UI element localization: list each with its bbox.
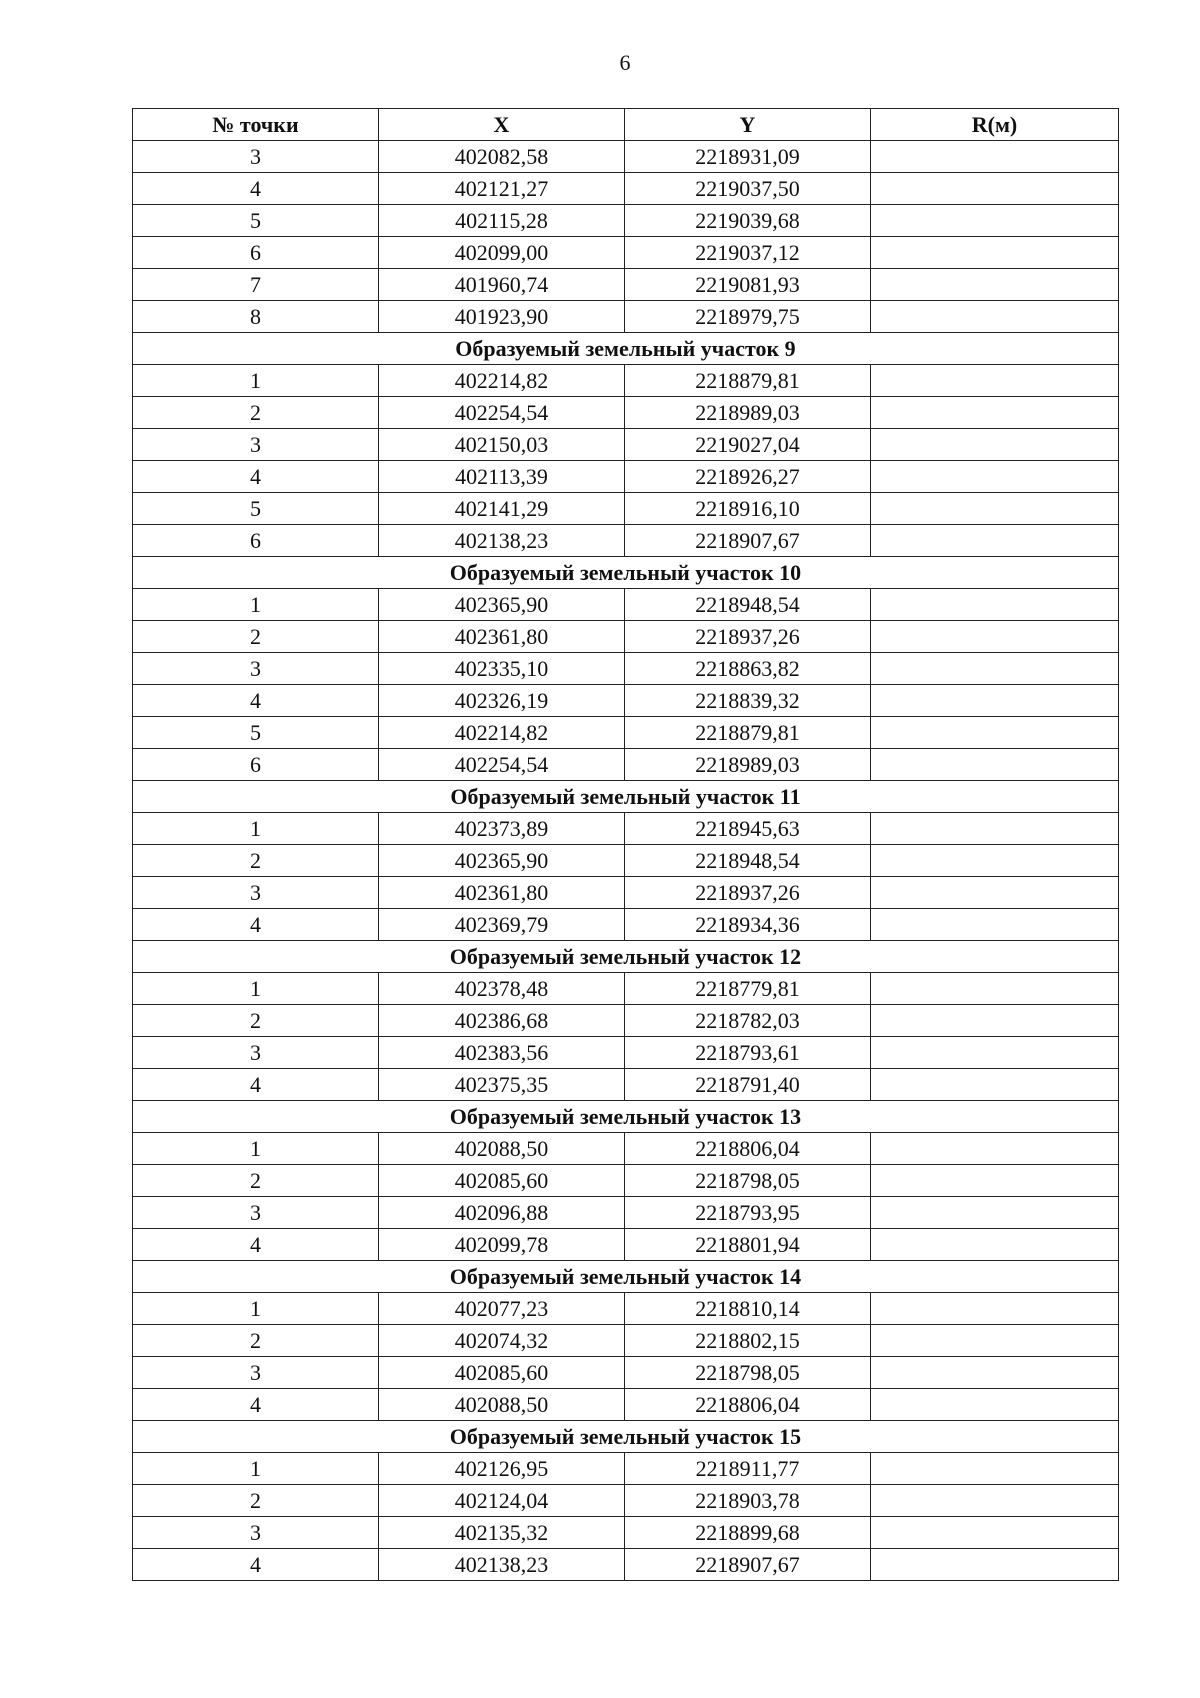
cell-r xyxy=(871,461,1119,493)
table-row xyxy=(133,1037,1119,1069)
section-header-row xyxy=(133,1101,1119,1133)
cell-x: 402361,80 xyxy=(379,621,625,653)
section-header-row xyxy=(133,333,1119,365)
cell-r xyxy=(871,1517,1119,1549)
cell-point-number: 1 xyxy=(133,1293,379,1325)
cell-x: 402082,58 xyxy=(379,141,625,173)
table-row xyxy=(133,205,1119,237)
cell-point-number: 2 xyxy=(133,397,379,429)
cell-x: 402378,48 xyxy=(379,973,625,1005)
cell-y: 2218879,81 xyxy=(625,717,871,749)
cell-point-number: 1 xyxy=(133,1453,379,1485)
cell-x: 402113,39 xyxy=(379,461,625,493)
header-x: X xyxy=(379,109,625,141)
cell-y: 2218979,75 xyxy=(625,301,871,333)
section-header-row xyxy=(133,941,1119,973)
cell-point-number: 2 xyxy=(133,845,379,877)
cell-point-number: 3 xyxy=(133,429,379,461)
cell-point-number: 5 xyxy=(133,717,379,749)
cell-point-number: 3 xyxy=(133,653,379,685)
cell-r xyxy=(871,1037,1119,1069)
cell-y: 2218793,95 xyxy=(625,1197,871,1229)
cell-y: 2218945,63 xyxy=(625,813,871,845)
cell-x: 402326,19 xyxy=(379,685,625,717)
table-row xyxy=(133,1389,1119,1421)
cell-r xyxy=(871,653,1119,685)
cell-point-number: 3 xyxy=(133,1357,379,1389)
cell-point-number: 6 xyxy=(133,749,379,781)
cell-r xyxy=(871,685,1119,717)
table-row xyxy=(133,1549,1119,1581)
cell-point-number: 2 xyxy=(133,621,379,653)
cell-x: 402214,82 xyxy=(379,365,625,397)
table-row xyxy=(133,1293,1119,1325)
cell-point-number: 4 xyxy=(133,685,379,717)
cell-r xyxy=(871,1325,1119,1357)
cell-x: 402254,54 xyxy=(379,749,625,781)
cell-r xyxy=(871,1069,1119,1101)
cell-y: 2218810,14 xyxy=(625,1293,871,1325)
cell-y: 2218903,78 xyxy=(625,1485,871,1517)
table-row xyxy=(133,397,1119,429)
cell-y: 2218899,68 xyxy=(625,1517,871,1549)
cell-y: 2219081,93 xyxy=(625,269,871,301)
table-row xyxy=(133,717,1119,749)
cell-y: 2218989,03 xyxy=(625,397,871,429)
cell-x: 402214,82 xyxy=(379,717,625,749)
cell-x: 402126,95 xyxy=(379,1453,625,1485)
cell-point-number: 3 xyxy=(133,877,379,909)
table-row xyxy=(133,1069,1119,1101)
cell-y: 2218806,04 xyxy=(625,1133,871,1165)
cell-r xyxy=(871,205,1119,237)
cell-x: 402254,54 xyxy=(379,397,625,429)
cell-x: 402150,03 xyxy=(379,429,625,461)
cell-y: 2218863,82 xyxy=(625,653,871,685)
cell-x: 401923,90 xyxy=(379,301,625,333)
cell-x: 402375,35 xyxy=(379,1069,625,1101)
table-row xyxy=(133,493,1119,525)
cell-point-number: 7 xyxy=(133,269,379,301)
table-row xyxy=(133,749,1119,781)
section-header-row xyxy=(133,781,1119,813)
table-row xyxy=(133,173,1119,205)
table-body xyxy=(133,141,1119,1581)
cell-point-number: 3 xyxy=(133,141,379,173)
cell-r xyxy=(871,1165,1119,1197)
cell-x: 402121,27 xyxy=(379,173,625,205)
section-title: Образуемый земельный участок 11 xyxy=(133,781,1119,813)
cell-point-number: 2 xyxy=(133,1325,379,1357)
cell-r xyxy=(871,141,1119,173)
cell-point-number: 1 xyxy=(133,973,379,1005)
cell-r xyxy=(871,429,1119,461)
cell-x: 402085,60 xyxy=(379,1357,625,1389)
cell-x: 402096,88 xyxy=(379,1197,625,1229)
cell-r xyxy=(871,1389,1119,1421)
cell-r xyxy=(871,973,1119,1005)
cell-y: 2218911,77 xyxy=(625,1453,871,1485)
cell-y: 2218931,09 xyxy=(625,141,871,173)
cell-point-number: 6 xyxy=(133,525,379,557)
table-row xyxy=(133,621,1119,653)
cell-x: 402088,50 xyxy=(379,1389,625,1421)
table-header xyxy=(133,109,1119,141)
cell-x: 402365,90 xyxy=(379,845,625,877)
cell-r xyxy=(871,397,1119,429)
page-number: 6 xyxy=(619,50,631,75)
cell-y: 2218806,04 xyxy=(625,1389,871,1421)
cell-point-number: 4 xyxy=(133,173,379,205)
cell-r xyxy=(871,1293,1119,1325)
cell-point-number: 4 xyxy=(133,1069,379,1101)
cell-r xyxy=(871,1133,1119,1165)
table-row xyxy=(133,1133,1119,1165)
cell-x: 402138,23 xyxy=(379,1549,625,1581)
coordinates-table xyxy=(132,108,1119,1581)
cell-y: 2218802,15 xyxy=(625,1325,871,1357)
cell-x: 402138,23 xyxy=(379,525,625,557)
cell-point-number: 8 xyxy=(133,301,379,333)
cell-r xyxy=(871,525,1119,557)
table-row xyxy=(133,909,1119,941)
cell-y: 2218926,27 xyxy=(625,461,871,493)
table-row xyxy=(133,269,1119,301)
table-row xyxy=(133,1229,1119,1261)
header-point-number: № точки xyxy=(133,109,379,141)
cell-point-number: 2 xyxy=(133,1165,379,1197)
section-header-row xyxy=(133,557,1119,589)
header-y: Y xyxy=(625,109,871,141)
table-row xyxy=(133,845,1119,877)
cell-x: 402088,50 xyxy=(379,1133,625,1165)
cell-y: 2218989,03 xyxy=(625,749,871,781)
cell-x: 402124,04 xyxy=(379,1485,625,1517)
cell-y: 2218879,81 xyxy=(625,365,871,397)
cell-point-number: 3 xyxy=(133,1037,379,1069)
cell-y: 2219037,50 xyxy=(625,173,871,205)
cell-x: 402335,10 xyxy=(379,653,625,685)
cell-y: 2218937,26 xyxy=(625,621,871,653)
cell-point-number: 5 xyxy=(133,205,379,237)
cell-r xyxy=(871,877,1119,909)
cell-point-number: 1 xyxy=(133,813,379,845)
table-row xyxy=(133,653,1119,685)
cell-r xyxy=(871,173,1119,205)
cell-r xyxy=(871,1485,1119,1517)
cell-r xyxy=(871,909,1119,941)
section-header-row xyxy=(133,1421,1119,1453)
cell-r xyxy=(871,845,1119,877)
section-title: Образуемый земельный участок 14 xyxy=(133,1261,1119,1293)
cell-point-number: 4 xyxy=(133,461,379,493)
table-row xyxy=(133,1453,1119,1485)
cell-point-number: 6 xyxy=(133,237,379,269)
header-r: R(м) xyxy=(871,109,1119,141)
cell-y: 2219039,68 xyxy=(625,205,871,237)
section-header-row xyxy=(133,1261,1119,1293)
cell-y: 2218779,81 xyxy=(625,973,871,1005)
cell-point-number: 3 xyxy=(133,1197,379,1229)
cell-r xyxy=(871,237,1119,269)
cell-r xyxy=(871,1197,1119,1229)
table-row xyxy=(133,1517,1119,1549)
cell-point-number: 1 xyxy=(133,365,379,397)
cell-y: 2218916,10 xyxy=(625,493,871,525)
cell-x: 402141,29 xyxy=(379,493,625,525)
table-row xyxy=(133,589,1119,621)
section-title: Образуемый земельный участок 10 xyxy=(133,557,1119,589)
cell-r xyxy=(871,1229,1119,1261)
table-row xyxy=(133,429,1119,461)
cell-y: 2218934,36 xyxy=(625,909,871,941)
table-row xyxy=(133,1357,1119,1389)
section-title: Образуемый земельный участок 13 xyxy=(133,1101,1119,1133)
cell-y: 2218948,54 xyxy=(625,845,871,877)
cell-y: 2218907,67 xyxy=(625,1549,871,1581)
cell-r xyxy=(871,301,1119,333)
cell-point-number: 3 xyxy=(133,1517,379,1549)
cell-r xyxy=(871,1357,1119,1389)
table-row xyxy=(133,365,1119,397)
cell-x: 401960,74 xyxy=(379,269,625,301)
cell-y: 2218782,03 xyxy=(625,1005,871,1037)
cell-x: 402361,80 xyxy=(379,877,625,909)
cell-x: 402369,79 xyxy=(379,909,625,941)
cell-point-number: 4 xyxy=(133,909,379,941)
table-row xyxy=(133,877,1119,909)
table-row xyxy=(133,1005,1119,1037)
cell-x: 402074,32 xyxy=(379,1325,625,1357)
cell-x: 402365,90 xyxy=(379,589,625,621)
table-row xyxy=(133,141,1119,173)
table-row xyxy=(133,1485,1119,1517)
cell-r xyxy=(871,749,1119,781)
cell-x: 402383,56 xyxy=(379,1037,625,1069)
cell-r xyxy=(871,589,1119,621)
cell-x: 402099,78 xyxy=(379,1229,625,1261)
cell-r xyxy=(871,1549,1119,1581)
table-row xyxy=(133,1325,1119,1357)
cell-x: 402373,89 xyxy=(379,813,625,845)
cell-r xyxy=(871,269,1119,301)
table-row xyxy=(133,1197,1119,1229)
cell-r xyxy=(871,717,1119,749)
cell-point-number: 4 xyxy=(133,1549,379,1581)
cell-y: 2218801,94 xyxy=(625,1229,871,1261)
cell-y: 2218798,05 xyxy=(625,1357,871,1389)
cell-point-number: 2 xyxy=(133,1005,379,1037)
header-row xyxy=(133,109,1119,141)
cell-x: 402135,32 xyxy=(379,1517,625,1549)
table-row xyxy=(133,461,1119,493)
table-row xyxy=(133,1165,1119,1197)
table-row xyxy=(133,685,1119,717)
cell-y: 2218793,61 xyxy=(625,1037,871,1069)
cell-point-number: 4 xyxy=(133,1389,379,1421)
cell-x: 402115,28 xyxy=(379,205,625,237)
cell-r xyxy=(871,1453,1119,1485)
cell-y: 2218937,26 xyxy=(625,877,871,909)
section-title: Образуемый земельный участок 12 xyxy=(133,941,1119,973)
cell-x: 402085,60 xyxy=(379,1165,625,1197)
cell-r xyxy=(871,493,1119,525)
cell-x: 402077,23 xyxy=(379,1293,625,1325)
cell-r xyxy=(871,365,1119,397)
cell-y: 2218791,40 xyxy=(625,1069,871,1101)
cell-point-number: 1 xyxy=(133,1133,379,1165)
table-row xyxy=(133,973,1119,1005)
cell-point-number: 1 xyxy=(133,589,379,621)
cell-x: 402386,68 xyxy=(379,1005,625,1037)
cell-y: 2218798,05 xyxy=(625,1165,871,1197)
cell-y: 2218948,54 xyxy=(625,589,871,621)
cell-y: 2219027,04 xyxy=(625,429,871,461)
cell-y: 2219037,12 xyxy=(625,237,871,269)
cell-r xyxy=(871,621,1119,653)
cell-y: 2218907,67 xyxy=(625,525,871,557)
table-row xyxy=(133,813,1119,845)
cell-x: 402099,00 xyxy=(379,237,625,269)
cell-point-number: 2 xyxy=(133,1485,379,1517)
cell-point-number: 4 xyxy=(133,1229,379,1261)
table-row xyxy=(133,301,1119,333)
cell-y: 2218839,32 xyxy=(625,685,871,717)
section-title: Образуемый земельный участок 15 xyxy=(133,1421,1119,1453)
section-title: Образуемый земельный участок 9 xyxy=(133,333,1119,365)
table-row xyxy=(133,237,1119,269)
cell-r xyxy=(871,813,1119,845)
cell-r xyxy=(871,1005,1119,1037)
cell-point-number: 5 xyxy=(133,493,379,525)
table-row xyxy=(133,525,1119,557)
